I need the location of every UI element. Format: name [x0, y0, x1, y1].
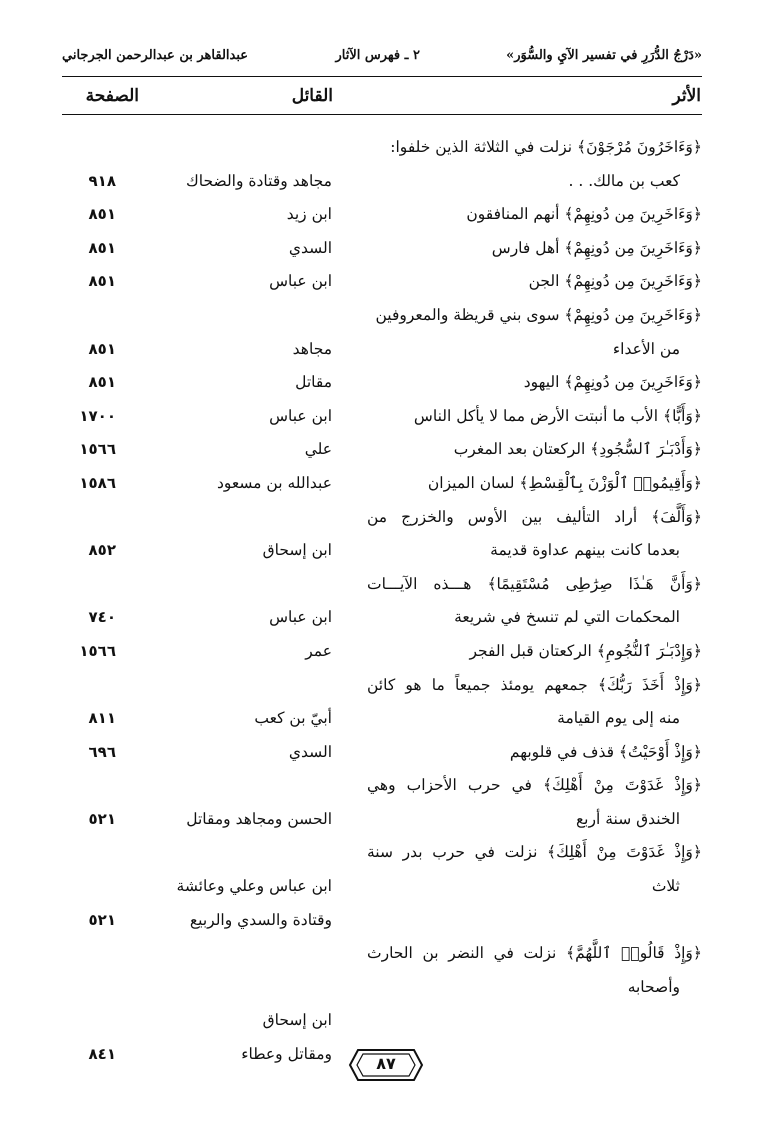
- running-header: [62, 44, 702, 70]
- page-reference: ١٥٦٦: [79, 440, 116, 459]
- speaker-name: ابن إسحاق: [262, 541, 332, 560]
- athar-text: بعدما كانت بينهم عداوة قديمة: [490, 541, 680, 560]
- index-line: [62, 266, 702, 300]
- page-reference: ٩١٨: [88, 171, 116, 190]
- column-header-speaker: القائل: [291, 86, 333, 106]
- index-line: [62, 938, 702, 972]
- athar-text: ﴿وَأَدْبَـٰرَ ٱلسُّجُودِ﴾ الركعتان بعد المغرب: [453, 440, 702, 459]
- speaker-name: ابن زيد: [286, 205, 332, 224]
- speaker-name: السدي: [288, 742, 332, 761]
- speaker-name: الحسن ومجاهد ومقاتل: [186, 809, 332, 828]
- index-line: [62, 535, 702, 569]
- index-line: [62, 334, 702, 368]
- athar-text: ﴿وَإِذْ أَخَذَ رَبُّكَ﴾ جمعهم يومئذ جميعاً ما هو كائن: [367, 675, 702, 694]
- athar-text: ﴿وَءَاخَرِينَ مِن دُونِهِمْ﴾ أهل فارس: [491, 238, 702, 257]
- index-line: [62, 367, 702, 401]
- athar-text: ﴿وَإِذْ قَالُوا۟ ٱللَّهُمَّ﴾ نزلت في النضر بن الحارث: [367, 944, 702, 963]
- speaker-name: علي: [304, 440, 332, 459]
- speaker-name: عبدالله بن مسعود: [216, 473, 332, 492]
- index-line: [62, 132, 702, 166]
- athar-text: منه إلى يوم القيامة: [557, 709, 680, 728]
- page-reference: ٨٥٢: [88, 541, 116, 560]
- speaker-name: عمر: [305, 641, 332, 660]
- index-line: [62, 1005, 702, 1039]
- athar-text: كعب بن مالك. . .: [568, 171, 680, 190]
- page-reference: ٥٢١: [88, 809, 116, 828]
- speaker-name: ابن عباس: [269, 406, 332, 425]
- page-reference: ١٥٦٦: [79, 641, 116, 660]
- speaker-name: ومقاتل وعطاء: [241, 1045, 332, 1064]
- index-line: [62, 972, 702, 1006]
- index-line: [62, 602, 702, 636]
- speaker-name: وقتادة والسدي والربيع: [189, 910, 332, 929]
- speaker-name: السدي: [288, 238, 332, 257]
- author-name: عبدالقاهر بن عبدالرحمن الجرجاني: [62, 48, 249, 63]
- athar-text: ﴿وَإِذْ أَوْحَيْتُ﴾ قذف في قلوبهم: [509, 742, 702, 761]
- index-line: [62, 636, 702, 670]
- page-reference: ١٥٨٦: [79, 473, 116, 492]
- speaker-name: أبيّ بن كعب: [254, 709, 332, 728]
- athar-text: وأصحابه: [627, 977, 680, 996]
- athar-text: ﴿وَءَاخَرُونَ مُرْجَوْنَ﴾ نزلت في الثلاثة الذين خلفوا:: [390, 138, 702, 156]
- speaker-name: ابن عباس وعلي وعائشة: [176, 877, 332, 896]
- page-reference: ٨٥١: [88, 272, 116, 291]
- speaker-name: ابن عباس: [269, 272, 332, 291]
- page-reference: ٨٤١: [88, 1045, 116, 1064]
- page-number-ornament: [348, 1048, 424, 1082]
- index-line: [62, 468, 702, 502]
- column-header-divider: [62, 114, 702, 115]
- page-reference: ٨٥١: [88, 238, 116, 257]
- athar-text: ﴿وَإِذْ غَدَوْتَ مِنْ أَهْلِكَ﴾ في حرب الأحزاب وهي: [367, 776, 702, 795]
- header-divider: [62, 76, 702, 77]
- speaker-name: مجاهد وقتادة والضحاك: [186, 171, 332, 190]
- athar-text: ﴿وَءَاخَرِينَ مِن دُونِهِمْ﴾ الجن: [528, 272, 702, 291]
- athar-text: ﴿وَأَبًّا﴾ الأب ما أنبتت الأرض مما لا يأكل الناس: [413, 406, 702, 425]
- page-reference: ١٧٠٠: [79, 406, 116, 425]
- page-reference: ٨٥١: [88, 339, 116, 358]
- speaker-name: مجاهد: [292, 339, 332, 358]
- speaker-name: ابن عباس: [269, 608, 332, 627]
- page-reference: ٨٥١: [88, 205, 116, 224]
- index-line: [62, 569, 702, 603]
- page-reference: ٨١١: [88, 709, 116, 728]
- page-reference: ٦٩٦: [88, 742, 116, 761]
- index-line: [62, 166, 702, 200]
- index-line: [62, 401, 702, 435]
- athar-text: ﴿وَءَاخَرِينَ مِن دُونِهِمْ﴾ اليهود: [523, 373, 702, 392]
- index-line: [62, 804, 702, 838]
- book-title: «دَرْجُ الدُّرَرِ في تفسير الآيِ والسُّوَر»: [506, 48, 702, 63]
- athar-text: ﴿وَأَقِيمُوا۟ ٱلْوَزْنَ بِٱلْقِسْطِ﴾ لسان الميزان: [427, 473, 702, 492]
- index-line: [62, 905, 702, 939]
- page-reference: ٥٢١: [88, 910, 116, 929]
- index-line: [62, 670, 702, 704]
- athar-text: ﴿وَأَنَّ هَـٰذَا صِرَٰطِى مُسْتَقِيمًا﴾ هـــذه الآيـــات: [367, 574, 702, 593]
- section-title: ٢ ـ فهرس الآثار: [335, 48, 420, 63]
- page-reference: ٨٥١: [88, 373, 116, 392]
- index-line: [62, 737, 702, 771]
- athar-text: من الأعداء: [612, 339, 680, 358]
- page-number: ٨٧: [376, 1054, 396, 1073]
- page-reference: ٧٤٠: [88, 608, 116, 627]
- athar-text: ثلاث: [651, 877, 680, 896]
- index-line: [62, 199, 702, 233]
- athar-text: ﴿وَإِذْ غَدَوْتَ مِنْ أَهْلِكَ﴾ نزلت في حرب بدر سنة: [367, 843, 702, 862]
- athar-text: ﴿وَأَلَّفَ﴾ أراد التأليف بين الأوس والخزرج من: [367, 507, 702, 526]
- index-line: [62, 770, 702, 804]
- index-line: [62, 233, 702, 267]
- speaker-name: ابن إسحاق: [262, 1011, 332, 1030]
- athar-text: المحكمات التي لم تنسخ في شريعة: [454, 608, 680, 627]
- index-line: [62, 871, 702, 905]
- index-line: [62, 703, 702, 737]
- athar-text: الخندق سنة أربع: [575, 809, 680, 828]
- index-line: [62, 502, 702, 536]
- index-line: [62, 434, 702, 468]
- index-entries: [62, 132, 702, 1073]
- column-header-athar: الأثر: [672, 86, 701, 106]
- column-header-page: الصفحة: [85, 86, 139, 106]
- index-line: [62, 300, 702, 334]
- index-line: [62, 837, 702, 871]
- speaker-name: مقاتل: [295, 373, 332, 392]
- athar-text: ﴿وَإِدْبَـٰرَ ٱلنُّجُومِ﴾ الركعتان قبل الفجر: [469, 641, 702, 660]
- athar-text: ﴿وَءَاخَرِينَ مِن دُونِهِمْ﴾ سوى بني قريظة والمعروفين: [375, 305, 702, 324]
- athar-text: ﴿وَءَاخَرِينَ مِن دُونِهِمْ﴾ أنهم المنافقون: [466, 205, 702, 224]
